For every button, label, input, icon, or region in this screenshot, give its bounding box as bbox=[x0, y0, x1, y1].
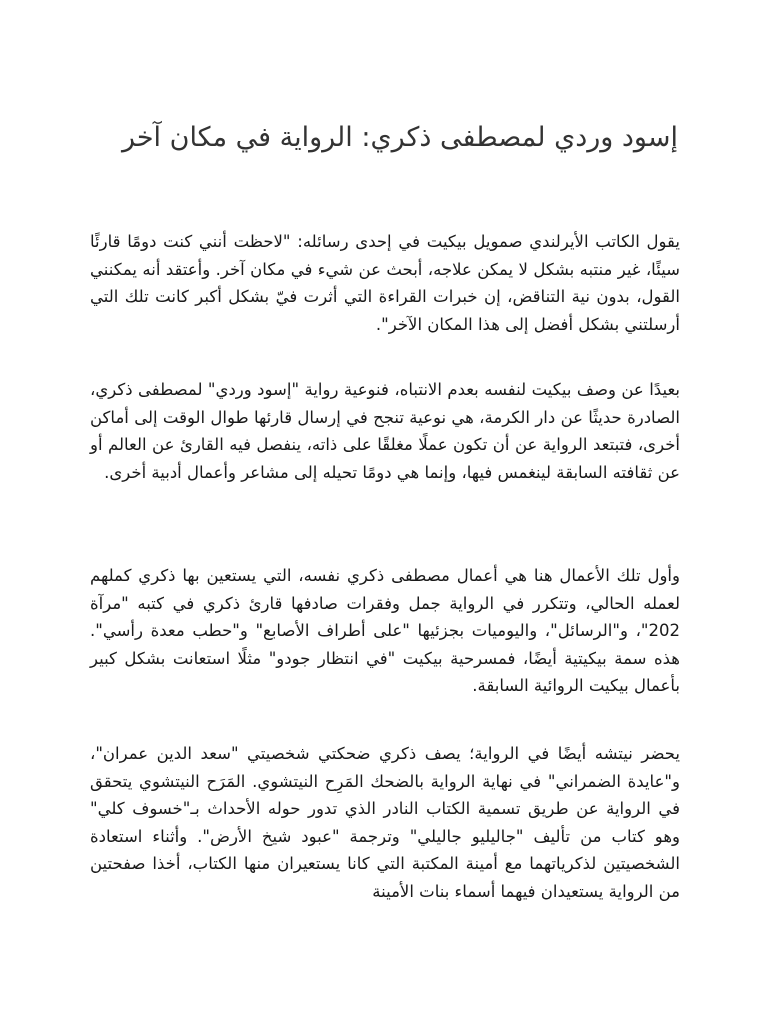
article-paragraph-4: يحضر نيتشه أيضًا في الرواية؛ يصف ذكري ضحكتي شخصيتي "سعد الدين عمران"، و"عايدة الضمراني" في نهاية الرواية بالضحك المَرِح النيتشوي. المَرَح النيتشوي يتحقق في الرواية عن طريق تسمية الكتاب النادر الذي تدور حوله الأحداث بـ"خسوف كلي" وهو كتاب من تأليف "جاليليو جاليلي" وترجمة "عبود شيخ الأرض". وأثناء استعادة الشخصيتين لذكرياتهما مع أمينة المكتبة التي كانا يستعيران منها الكتاب، أخذا صفحتين من الرواية يستعيدان فيهما أسماء بنات الأمينة bbox=[90, 744, 680, 901]
article-paragraph-3: وأول تلك الأعمال هنا هي أعمال مصطفى ذكري نفسه، التي يستعين بها ذكري كملهم لعمله الحالي، وتتكرر في الرواية جمل وفقرات صادفها قارئ ذكري في كتبه "مرآة 202"، و"الرسائل"، واليوميات بجزئيها "على أطراف الأصابع" و"حطب معدة رأسي". هذه سمة بيكيتية أيضًا، فمسرحية بيكيت "في انتظار جودو" مثلًا استعانت بشكل كبير بأعمال بيكيت الروائية السابقة. bbox=[90, 566, 680, 695]
article-paragraph-1: يقول الكاتب الأيرلندي صمويل بيكيت في إحدى رسائله: "لاحظت أنني كنت دومًا قارئًا سيئًا، غير منتبه بشكل لا يمكن علاجه، أبحث عن شيء في مكان آخر. وأعتقد أنه يمكنني القول، بدون نية التناقض، إن خبرات القراءة التي أثرت فيّ بشكل أكبر كانت تلك التي أرسلتني بشكل أفضل إلى هذا المكان الآخر". bbox=[90, 232, 680, 334]
article-paragraph-2: بعيدًا عن وصف بيكيت لنفسه بعدم الانتباه، فنوعية رواية "إسود وردي" لمصطفى ذكري، الصادرة حديثًا عن دار الكرمة، هي نوعية تنجح في إرسال قارئها طوال الوقت إلى أماكن أخرى، فتبتعد الرواية عن أن تكون عملًا مغلقًا على ذاته، ينفصل فيه القارئ عن العالم أو عن ثقافته السابقة لينغمس فيها، وإنما هي دومًا تحيله إلى مشاعر وأعمال أدبية أخرى. bbox=[90, 380, 680, 482]
article-title: إسود وردي لمصطفى ذكري: الرواية في مكان آخر bbox=[121, 122, 678, 153]
